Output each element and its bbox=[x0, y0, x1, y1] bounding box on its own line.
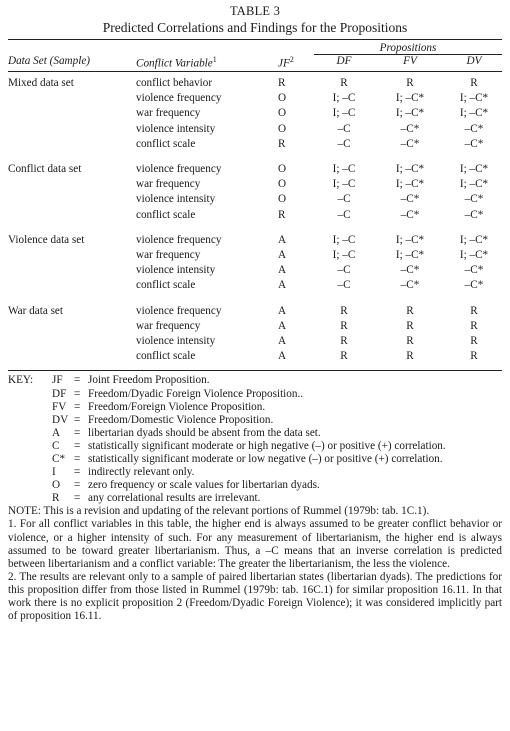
key-definition: indirectly relevant only. bbox=[88, 466, 195, 479]
conflict-variable-cell: conflict scale bbox=[136, 208, 196, 221]
key-definition: Joint Freedom Proposition. bbox=[88, 374, 210, 387]
dv-cell: R bbox=[470, 350, 478, 363]
conflict-variable-cell: violence intensity bbox=[136, 335, 216, 348]
data-set-cell bbox=[8, 91, 136, 106]
propositions-header: Propositions bbox=[314, 40, 502, 55]
dv-cell: I; –C* bbox=[459, 163, 489, 176]
jf-cell: R bbox=[278, 208, 286, 221]
conflict-variable-footnote-mark: 1 bbox=[212, 54, 217, 64]
dv-cell: R bbox=[470, 335, 478, 348]
note-text: NOTE: This is a revision and updating of the relevant portions of Rummel (1979b: tab. 1C.1). bbox=[8, 505, 430, 518]
key-abbr: O bbox=[52, 479, 61, 492]
df-header: DF bbox=[336, 55, 352, 67]
table-row bbox=[8, 91, 502, 106]
key-equals: = bbox=[74, 426, 81, 439]
notes-block bbox=[8, 505, 502, 623]
data-set-cell bbox=[8, 137, 136, 152]
key-lead bbox=[8, 453, 52, 466]
fv-cell: –C* bbox=[400, 208, 420, 221]
fv-cell: R bbox=[406, 304, 414, 317]
df-cell: R bbox=[340, 335, 348, 348]
jf-cell: A bbox=[278, 304, 287, 317]
fv-cell: I; –C* bbox=[395, 107, 425, 120]
df-cell: R bbox=[340, 77, 348, 89]
df-cell: I; –C bbox=[332, 107, 356, 120]
jf-cell: O bbox=[278, 193, 287, 206]
key-abbr: I bbox=[52, 466, 56, 479]
fv-cell: –C* bbox=[400, 193, 420, 206]
df-cell: I; –C bbox=[332, 178, 356, 191]
conflict-variable-cell: conflict behavior bbox=[136, 77, 213, 89]
group-spacer bbox=[8, 223, 502, 233]
key-definition: any correlational results are irrelevant. bbox=[88, 492, 261, 505]
key-row bbox=[8, 401, 502, 414]
table-row bbox=[8, 319, 502, 334]
jf-header bbox=[278, 55, 314, 72]
df-cell: I; –C bbox=[332, 92, 356, 105]
jf-cell: O bbox=[278, 163, 287, 176]
jf-cell: O bbox=[278, 107, 287, 120]
key-definition: statistically significant moderate or high negative (–) or positive (+) correlation. bbox=[88, 439, 446, 452]
conflict-variable-cell: violence intensity bbox=[136, 122, 216, 135]
dv-cell: –C* bbox=[464, 208, 484, 221]
key-lead bbox=[8, 414, 52, 427]
dv-cell: –C* bbox=[464, 122, 484, 135]
key-definition: Freedom/Foreign Violence Proposition. bbox=[88, 400, 266, 413]
dv-cell: I; –C* bbox=[459, 178, 489, 191]
conflict-variable-cell: violence frequency bbox=[136, 92, 222, 105]
jf-cell: A bbox=[278, 249, 287, 262]
jf-header-text: JF bbox=[278, 57, 290, 70]
key-row bbox=[8, 427, 502, 440]
table-row bbox=[8, 248, 502, 263]
key-row bbox=[8, 388, 502, 401]
fv-cell: I; –C* bbox=[395, 178, 425, 191]
fv-cell: –C* bbox=[400, 122, 420, 135]
data-set-cell bbox=[8, 334, 136, 349]
jf-cell: O bbox=[278, 122, 287, 135]
dv-cell: R bbox=[470, 304, 478, 317]
fv-cell: –C* bbox=[400, 137, 420, 150]
fv-cell: I; –C* bbox=[395, 249, 425, 262]
key-lead bbox=[8, 466, 52, 479]
df-cell: I; –C bbox=[332, 249, 356, 262]
df-cell: R bbox=[340, 304, 348, 317]
conflict-variable-cell: conflict scale bbox=[136, 137, 196, 150]
key-definition: statistically significant moderate or low negative (–) or positive (+) correlation. bbox=[88, 453, 443, 466]
data-set-cell bbox=[8, 177, 136, 192]
jf-cell: O bbox=[278, 178, 287, 191]
jf-cell: R bbox=[278, 137, 286, 150]
bottom-rule bbox=[8, 370, 502, 371]
key-lead bbox=[8, 388, 52, 401]
fv-cell: I; –C* bbox=[395, 163, 425, 176]
table-row bbox=[8, 349, 502, 364]
key-lead: KEY: bbox=[8, 374, 34, 387]
dv-cell: I; –C* bbox=[459, 92, 489, 105]
key-equals: = bbox=[74, 453, 81, 466]
conflict-variable-cell: violence frequency bbox=[136, 163, 222, 176]
key-equals: = bbox=[74, 492, 81, 505]
key-block bbox=[8, 374, 502, 505]
fv-cell: I; –C* bbox=[395, 92, 425, 105]
table-row bbox=[8, 106, 502, 121]
table-row bbox=[8, 76, 502, 91]
conflict-variable-cell: war frequency bbox=[136, 178, 201, 191]
key-lead bbox=[8, 401, 52, 414]
jf-cell: A bbox=[278, 350, 287, 363]
fv-header: FV bbox=[403, 55, 417, 67]
table-row bbox=[8, 304, 502, 319]
table-title: TABLE 3 bbox=[229, 4, 281, 18]
jf-cell: A bbox=[278, 319, 287, 332]
table-row bbox=[8, 334, 502, 349]
data-set-cell: Mixed data set bbox=[8, 77, 74, 89]
data-set-cell bbox=[8, 319, 136, 334]
key-row bbox=[8, 453, 502, 466]
key-definition: Freedom/Dyadic Foreign Violence Proposition.. bbox=[88, 387, 304, 400]
fv-cell: R bbox=[406, 335, 414, 348]
dv-cell: I; –C* bbox=[459, 249, 489, 262]
key-row bbox=[8, 374, 502, 387]
table-row bbox=[8, 208, 502, 223]
key-abbr: DF bbox=[52, 387, 67, 400]
key-equals: = bbox=[74, 374, 81, 387]
jf-cell: A bbox=[278, 233, 287, 246]
key-row bbox=[8, 414, 502, 427]
key-abbr: A bbox=[52, 426, 61, 439]
data-set-cell: Conflict data set bbox=[8, 163, 82, 176]
df-cell: –C bbox=[337, 193, 351, 206]
fv-cell: R bbox=[406, 319, 414, 332]
data-set-cell: War data set bbox=[8, 304, 64, 317]
key-row bbox=[8, 492, 502, 505]
table-row bbox=[8, 233, 502, 248]
data-set-cell bbox=[8, 349, 136, 364]
key-definition: Freedom/Domestic Violence Proposition. bbox=[88, 413, 274, 426]
table-body bbox=[8, 76, 502, 364]
key-equals: = bbox=[74, 413, 81, 426]
table-row bbox=[8, 177, 502, 192]
key-lead bbox=[8, 440, 52, 453]
df-cell: R bbox=[340, 319, 348, 332]
df-cell: –C bbox=[337, 208, 351, 221]
key-equals: = bbox=[74, 400, 81, 413]
conflict-variable-cell: war frequency bbox=[136, 319, 201, 332]
key-equals: = bbox=[74, 387, 81, 400]
data-set-header: Data Set (Sample) bbox=[8, 54, 91, 67]
key-abbr: FV bbox=[52, 400, 67, 413]
jf-cell: R bbox=[278, 77, 286, 89]
df-cell: I; –C bbox=[332, 163, 356, 176]
key-abbr: JF bbox=[52, 374, 63, 387]
data-set-cell bbox=[8, 278, 136, 293]
conflict-variable-cell: violence intensity bbox=[136, 193, 216, 206]
table-row bbox=[8, 122, 502, 137]
conflict-variable-header bbox=[136, 55, 278, 72]
key-definition: zero frequency or scale values for libertarian dyads. bbox=[88, 479, 320, 492]
jf-cell: A bbox=[278, 264, 287, 277]
data-set-cell bbox=[8, 263, 136, 278]
df-cell: –C bbox=[337, 122, 351, 135]
dv-cell: I; –C* bbox=[459, 107, 489, 120]
df-cell: I; –C bbox=[332, 233, 356, 246]
conflict-variable-cell: violence intensity bbox=[136, 264, 216, 277]
fv-cell: R bbox=[406, 350, 414, 363]
data-set-cell bbox=[8, 248, 136, 263]
key-abbr: C bbox=[52, 439, 60, 452]
jf-cell: A bbox=[278, 279, 287, 292]
df-cell: –C bbox=[337, 137, 351, 150]
footnote-2: 2. The results are relevant only to a sample of paired libertarian states (libertarian dyads). The predictions for this proposition differ from those listed in Rummel (1979b: tab. 16C.1) for similar proposition 16.11. In that work there is no explicit proposition 2 (Freedom/Dyadic Foreign Violence); it was considered implicitly part of proposition 16.11. bbox=[8, 570, 502, 623]
key-row bbox=[8, 479, 502, 492]
conflict-variable-cell: war frequency bbox=[136, 107, 201, 120]
dv-cell: R bbox=[470, 77, 478, 89]
key-equals: = bbox=[74, 466, 81, 479]
data-set-cell bbox=[8, 208, 136, 223]
key-row bbox=[8, 440, 502, 453]
key-lead bbox=[8, 492, 52, 505]
footnote-1: 1. For all conflict variables in this table, the higher end is always assumed to be greater conflict behavior or violence, or a higher intensity of such. For any measurement of libertarianism, the higher end is always assumed to be toward greater libertarianism. Thus, a –C means that an inverse correlation is predicted between libertarianism and a conflict variable: The greater the libertarianism, the less the violence. bbox=[8, 518, 502, 570]
key-definition: libertarian dyads should be absent from the data set. bbox=[88, 426, 321, 439]
fv-cell: I; –C* bbox=[395, 233, 425, 246]
df-cell: –C bbox=[337, 279, 351, 292]
jf-cell: O bbox=[278, 92, 287, 105]
table-row bbox=[8, 278, 502, 293]
table-subtitle: Predicted Correlations and Findings for the Propositions bbox=[102, 20, 408, 35]
group-spacer bbox=[8, 294, 502, 304]
key-row bbox=[8, 466, 502, 479]
conflict-variable-cell: war frequency bbox=[136, 249, 201, 262]
fv-cell: –C* bbox=[400, 279, 420, 292]
key-abbr: DV bbox=[52, 413, 69, 426]
dv-cell: –C* bbox=[464, 264, 484, 277]
conflict-variable-cell: conflict scale bbox=[136, 350, 196, 363]
table-row bbox=[8, 192, 502, 207]
table-row bbox=[8, 162, 502, 177]
jf-cell: A bbox=[278, 335, 287, 348]
table-row bbox=[8, 137, 502, 152]
key-lead bbox=[8, 427, 52, 440]
data-set-cell bbox=[8, 192, 136, 207]
dv-cell: R bbox=[470, 319, 478, 332]
data-set-cell: Violence data set bbox=[8, 233, 85, 246]
group-spacer bbox=[8, 152, 502, 162]
conflict-variable-header-text: Conflict Variable bbox=[136, 57, 213, 70]
key-lead bbox=[8, 479, 52, 492]
table-row bbox=[8, 263, 502, 278]
data-set-cell bbox=[8, 106, 136, 121]
dv-cell: –C* bbox=[464, 193, 484, 206]
key-abbr: R bbox=[52, 492, 60, 505]
dv-cell: –C* bbox=[464, 137, 484, 150]
fv-cell: R bbox=[406, 77, 414, 89]
conflict-variable-cell: conflict scale bbox=[136, 279, 196, 292]
data-set-cell bbox=[8, 122, 136, 137]
df-cell: –C bbox=[337, 264, 351, 277]
key-equals: = bbox=[74, 439, 81, 452]
key-equals: = bbox=[74, 479, 81, 492]
propositions-table bbox=[8, 40, 502, 364]
jf-footnote-mark: 2 bbox=[289, 54, 294, 64]
conflict-variable-cell: violence frequency bbox=[136, 304, 222, 317]
dv-header: DV bbox=[466, 55, 482, 67]
conflict-variable-cell: violence frequency bbox=[136, 233, 222, 246]
dv-cell: I; –C* bbox=[459, 233, 489, 246]
df-cell: R bbox=[340, 350, 348, 363]
dv-cell: –C* bbox=[464, 279, 484, 292]
fv-cell: –C* bbox=[400, 264, 420, 277]
key-abbr: C* bbox=[52, 453, 66, 466]
